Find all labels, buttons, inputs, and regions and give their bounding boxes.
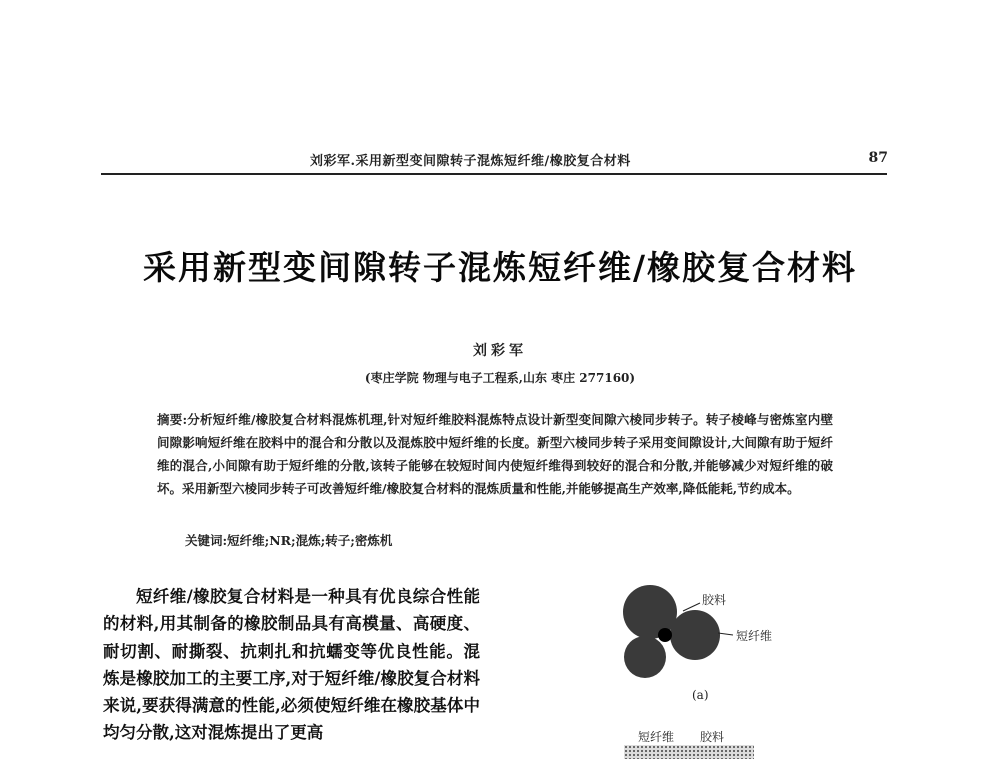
running-header-title: 刘彩军.采用新型变间隙转子混炼短纤维/橡胶复合材料	[310, 154, 631, 169]
figure-fiber-core	[658, 628, 672, 642]
figure-rubber-lobe-right	[670, 610, 720, 660]
figure-caption-a: (a)	[692, 688, 709, 702]
figure-b-texture	[624, 745, 754, 759]
abstract	[157, 408, 833, 500]
abstract-text: 分析短纤维/橡胶复合材料混炼机理,针对短纤维胶料混炼特点设计新型变间隙六棱同步转子。转子棱峰与密炼室内壁间隙影响短纤维在胶料中的混合和分散以及混炼胶中短纤维的长度。新型六棱同步转子采用变间隙设计,大间隙有助于短纤维的混合,小间隙有助于短纤维的分散,该转子能够在较短时间内使短纤维得到较好的混合和分散,并能够减少对短纤维的破坏。采用新型六棱同步转子可改善短纤维/橡胶复合材料的混炼质量和性能,并能够提高生产效率,降低能耗,节约成本。	[157, 412, 833, 496]
keywords	[185, 531, 585, 549]
paper-title: 采用新型变间隙转子混炼短纤维/橡胶复合材料	[142, 248, 858, 287]
body-paragraph: 短纤维/橡胶复合材料是一种具有优良综合性能的材料,用其制备的橡胶制品具有高模量、高硬度、耐切割、耐撕裂、抗刺扎和抗蠕变等优良性能。混炼是橡胶加工的主要工序,对于短纤维/橡胶复合材料来说,要获得满意的性能,必须使短纤维在橡胶基体中均匀分散,这对混炼提出了更高	[103, 587, 480, 743]
figure-b-label-rubber: 胶料	[700, 730, 725, 744]
keywords-label: 关键词:	[185, 533, 228, 548]
figure-rotor-diagram	[590, 575, 810, 690]
figure-b-label-fiber: 短纤维	[638, 730, 675, 744]
author-name: 刘彩军	[473, 343, 527, 359]
figure-rubber-lobe-bottom	[624, 636, 666, 678]
figure-label-fiber: 短纤维	[736, 629, 773, 643]
header-rule	[101, 173, 887, 175]
keywords-text: 短纤维;NR;混炼;转子;密炼机	[227, 533, 393, 548]
page-number: 87	[868, 150, 888, 166]
author-affiliation: (枣庄学院 物理与电子工程系,山东 枣庄 277160)	[364, 371, 636, 385]
figure-leader-fiber	[718, 633, 733, 635]
figure-label-rubber: 胶料	[702, 593, 727, 607]
abstract-label: 摘要:	[157, 412, 188, 427]
figure-leader-rubber	[683, 603, 700, 611]
